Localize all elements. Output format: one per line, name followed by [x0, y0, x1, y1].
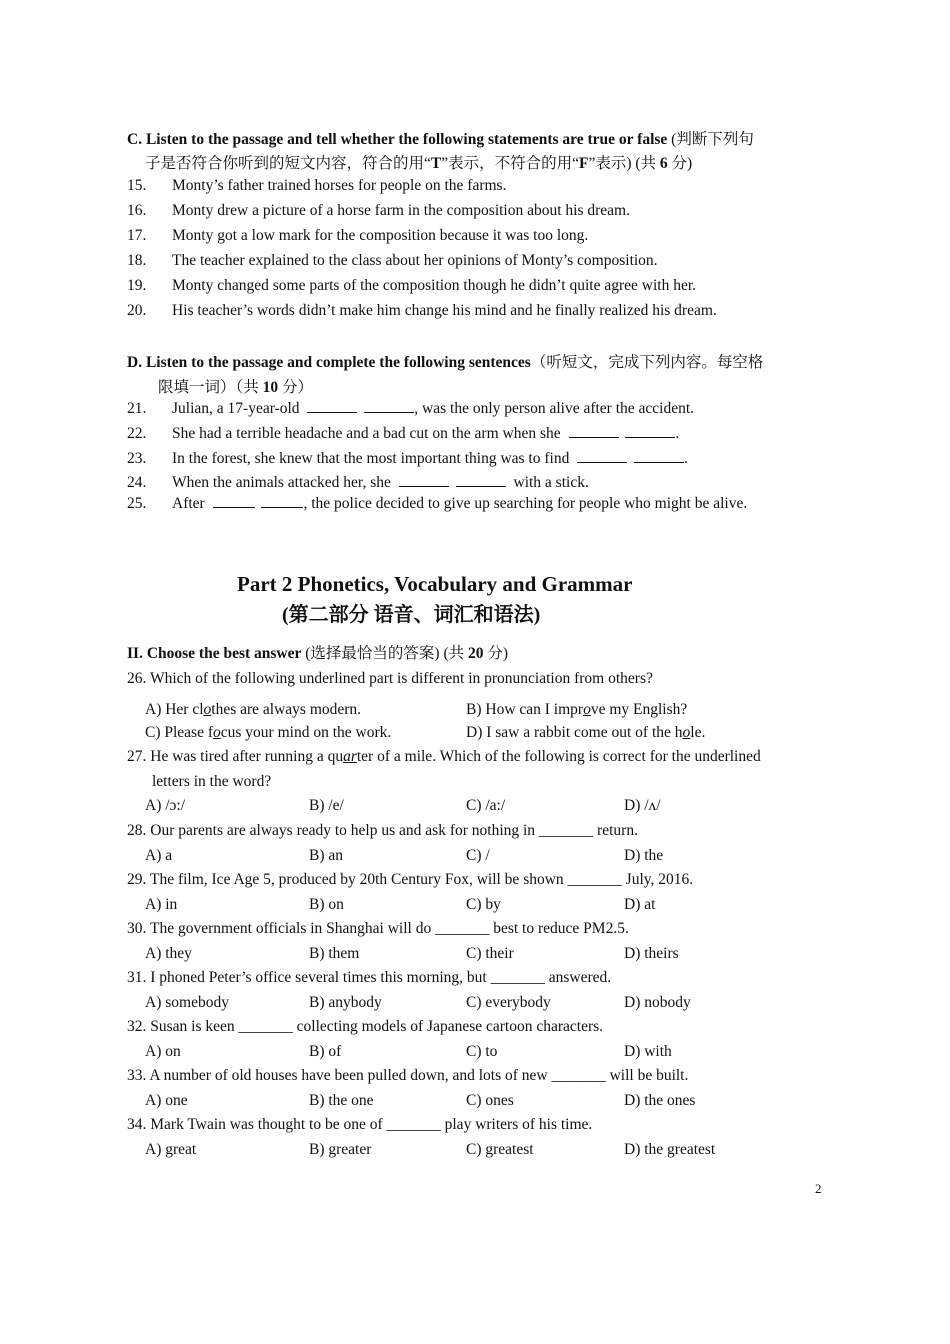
option-d[interactable]: D) I saw a rabbit come out of the hole.	[466, 724, 706, 741]
option-a[interactable]: A) a	[145, 847, 173, 864]
list-item: 16. Monty drew a picture of a horse farm in the composition about his dream.	[127, 202, 630, 219]
option-b[interactable]: B) on	[309, 896, 344, 913]
option-c[interactable]: C) /a:/	[466, 797, 506, 814]
option-a[interactable]: A) great	[145, 1141, 197, 1158]
option-b[interactable]: B) How can I improve my English?	[466, 701, 688, 718]
option-c[interactable]: C) everybody	[466, 994, 551, 1011]
section-c-heading-line2: 子是否符合你听到的短文内容，符合的用“T”表示，不符合的用“F”表示) (共 6 分)	[145, 155, 693, 172]
answer-blank[interactable]	[569, 425, 619, 438]
option-b[interactable]: B) anybody	[309, 994, 382, 1011]
option-c[interactable]: C) to	[466, 1043, 498, 1060]
option-b[interactable]: B) them	[309, 945, 360, 962]
option-b[interactable]: B) the one	[309, 1092, 374, 1109]
option-d[interactable]: D) with	[624, 1043, 672, 1060]
answer-blank[interactable]	[456, 474, 506, 487]
question-stem: 32. Susan is keen _______ collecting models of Japanese cartoon characters.	[127, 1018, 604, 1035]
option-a[interactable]: A) Her clothes are always modern.	[145, 701, 362, 718]
option-c[interactable]: C) /	[466, 847, 490, 864]
list-item: 23. In the forest, she knew that the most important thing was to find .	[127, 450, 688, 467]
part-title: Part 2 Phonetics, Vocabulary and Grammar	[237, 572, 633, 596]
option-c[interactable]: C) their	[466, 945, 514, 962]
option-a[interactable]: A) they	[145, 945, 192, 962]
option-d[interactable]: D) nobody	[624, 994, 691, 1011]
list-item: 22. She had a terrible headache and a bad cut on the arm when she .	[127, 425, 680, 442]
question-stem: 28. Our parents are always ready to help us and ask for nothing in _______ return.	[127, 822, 638, 839]
option-c[interactable]: C) ones	[466, 1092, 514, 1109]
option-c[interactable]: C) by	[466, 896, 501, 913]
answer-blank[interactable]	[261, 495, 303, 508]
section-c-heading: C. Listen to the passage and tell whether the following statements are true or false (判断下列句	[127, 131, 754, 148]
list-item: 19. Monty changed some parts of the composition though he didn’t quite agree with her.	[127, 277, 697, 294]
question-stem: 30. The government officials in Shanghai will do _______ best to reduce PM2.5.	[127, 920, 629, 937]
option-b[interactable]: B) an	[309, 847, 344, 864]
option-d[interactable]: D) /ʌ/	[624, 797, 661, 814]
option-b[interactable]: B) /e/	[309, 797, 344, 814]
answer-blank[interactable]	[634, 450, 684, 463]
list-item: 15. Monty’s father trained horses for people on the farms.	[127, 177, 507, 194]
list-item: 25. After , the police decided to give up searching for people who might be alive.	[127, 495, 748, 512]
option-c[interactable]: C) greatest	[466, 1141, 534, 1158]
answer-blank[interactable]	[577, 450, 627, 463]
question-stem: 34. Mark Twain was thought to be one of _______ play writers of his time.	[127, 1116, 593, 1133]
question-stem: 29. The film, Ice Age 5, produced by 20th Century Fox, will be shown _______ July, 2016.	[127, 871, 694, 888]
option-d[interactable]: D) the greatest	[624, 1141, 716, 1158]
question-stem: 26. Which of the following underlined part is different in pronunciation from others?	[127, 670, 653, 687]
option-d[interactable]: D) at	[624, 896, 656, 913]
option-a[interactable]: A) one	[145, 1092, 188, 1109]
question-stem: 27. He was tired after running a quarter of a mile. Which of the following is correct for the underlined	[127, 748, 761, 765]
question-stem: 33. A number of old houses have been pulled down, and lots of new _______ will be built.	[127, 1067, 689, 1084]
option-d[interactable]: D) the	[624, 847, 664, 864]
option-a[interactable]: A) /ɔ:/	[145, 797, 186, 814]
answer-blank[interactable]	[399, 474, 449, 487]
option-a[interactable]: A) somebody	[145, 994, 229, 1011]
option-b[interactable]: B) of	[309, 1043, 342, 1060]
option-c[interactable]: C) Please focus your mind on the work.	[145, 724, 392, 741]
option-d[interactable]: D) the ones	[624, 1092, 696, 1109]
option-a[interactable]: A) in	[145, 896, 178, 913]
question-stem-line2: letters in the word?	[152, 773, 272, 790]
answer-blank[interactable]	[307, 400, 357, 413]
page-number: 2	[815, 1181, 822, 1196]
list-item: 21. Julian, a 17-year-old , was the only person alive after the accident.	[127, 400, 695, 417]
list-item: 24. When the animals attacked her, she with a stick.	[127, 474, 589, 491]
answer-blank[interactable]	[625, 425, 675, 438]
answer-blank[interactable]	[364, 400, 414, 413]
section-d-heading-line2: 限填一词）（共 10 分）	[158, 379, 314, 396]
option-a[interactable]: A) on	[145, 1043, 181, 1060]
part-subtitle: (第二部分 语音、词汇和语法)	[282, 604, 541, 626]
answer-blank[interactable]	[213, 495, 255, 508]
list-item: 20. His teacher’s words didn’t make him change his mind and he finally realized his dream.	[127, 302, 717, 319]
question-stem: 31. I phoned Peter’s office several times this morning, but _______ answered.	[127, 969, 612, 986]
section-ii-heading: II. Choose the best answer (选择最恰当的答案) (共 20 分)	[127, 645, 509, 662]
option-b[interactable]: B) greater	[309, 1141, 372, 1158]
list-item: 17. Monty got a low mark for the composition because it was too long.	[127, 227, 589, 244]
option-d[interactable]: D) theirs	[624, 945, 679, 962]
list-item: 18. The teacher explained to the class about her opinions of Monty’s composition.	[127, 252, 658, 269]
section-d-heading: D. Listen to the passage and complete the following sentences（听短文，完成下列内容。每空格	[127, 354, 764, 371]
